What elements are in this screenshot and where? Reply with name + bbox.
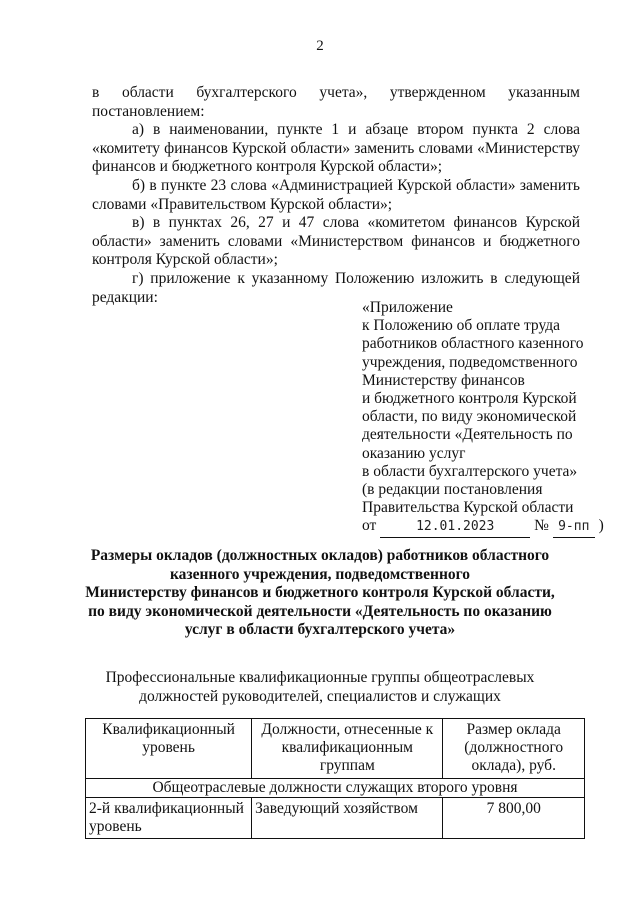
appendix-line: работников областного казенного — [362, 335, 584, 353]
table-group-row — [86, 778, 585, 797]
table-cell: 2-й квалификационный уровень — [86, 797, 252, 838]
table-row — [86, 797, 585, 838]
appendix-line: области, по виду экономической — [362, 408, 577, 426]
appendix-line: оказанию услуг — [362, 444, 466, 462]
paragraph-line: постановлением: — [92, 102, 205, 120]
subtitle-line: должностей руководителей, специалистов и служащих — [139, 687, 501, 705]
paragraph-line: редакции: — [92, 288, 158, 306]
appendix-line: Правительства Курской области — [362, 499, 574, 517]
title-line: Размеры окладов (должностных окладов) работников областного — [90, 547, 550, 564]
body-text — [92, 84, 580, 307]
resolution-number: 9-пп — [553, 518, 595, 537]
title-line: по виду экономической деятельности «Деятельность по оказанию — [88, 602, 552, 620]
appendix-line: деятельности «Деятельность по — [362, 426, 573, 444]
number-label: № — [534, 517, 549, 535]
document-title — [60, 547, 580, 640]
paragraph-line: в области бухгалтерского учета», утвержденном указанным — [92, 84, 580, 101]
appendix-line: «Приложение — [362, 299, 453, 316]
table-header-row — [86, 719, 585, 779]
appendix-line: (в редакции постановления — [362, 481, 543, 499]
from-label: от — [362, 517, 377, 535]
table-cell: 7 800,00 — [443, 797, 585, 838]
paragraph-line: словами «Правительством Курской области»; — [92, 195, 393, 213]
group-cell: Общеотраслевые должности служащих второго уровня — [86, 778, 585, 797]
paragraph-line: г) приложение к указанному Положению изложить в следующей — [132, 269, 580, 287]
appendix-date-line — [362, 517, 602, 537]
paragraph-line: а) в наименовании, пункте 1 и абзаце втором пункта 2 слова — [132, 121, 580, 139]
appendix-block — [362, 299, 602, 538]
title-line: Министерству финансов и бюджетного контроля Курской области, — [85, 584, 555, 602]
close-paren: ) — [598, 517, 604, 535]
paragraph-line: финансов и бюджетного контроля Курской области»; — [92, 158, 443, 176]
resolution-date: 12.01.2023 — [380, 518, 530, 537]
title-line: казенного учреждения, подведомственного — [169, 565, 471, 583]
paragraph-line: области» заменить словами «Министерством финансов и бюджетного — [92, 232, 580, 250]
table-cell: Заведующий хозяйством — [252, 797, 443, 838]
appendix-line: в области бухгалтерского учета» — [362, 462, 578, 480]
header-cell: Должности, отнесенные к квалификационным группам — [252, 719, 443, 779]
paragraph-line: б) в пункте 23 слова «Администрацией Курской области» заменить — [132, 176, 580, 194]
paragraph-line: в) в пунктах 26, 27 и 47 слова «комитетом финансов Курской — [132, 214, 580, 232]
title-line: услуг в области бухгалтерского учета» — [184, 621, 456, 639]
appendix-line: к Положению об оплате труда — [362, 317, 561, 335]
appendix-line: учреждения, подведомственного — [362, 353, 578, 371]
paragraph-line: «комитету финансов Курской области» заменить словами «Министерству — [92, 139, 580, 157]
table-subtitle — [60, 669, 580, 706]
header-cell: Размер оклада (должностного оклада), руб. — [443, 719, 585, 779]
appendix-line: и бюджетного контроля Курской — [362, 390, 577, 408]
appendix-line: Министерству финансов — [362, 371, 525, 389]
subtitle-line: Профессиональные квалификационные группы общеотраслевых — [105, 669, 535, 686]
salary-table — [85, 718, 585, 839]
page-number: 2 — [316, 38, 324, 54]
paragraph-line: контроля Курской области»; — [92, 251, 278, 269]
header-cell: Квалификационный уровень — [86, 719, 252, 779]
